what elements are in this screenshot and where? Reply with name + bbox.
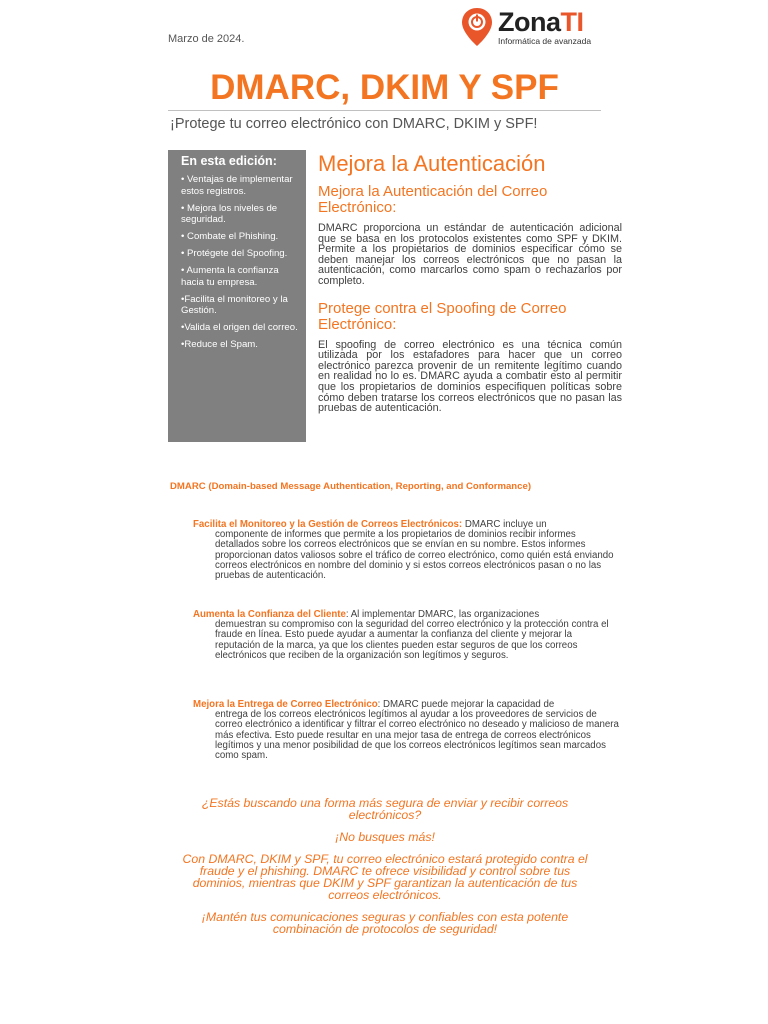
closing-pitch: Con DMARC, DKIM y SPF, tu correo electrónico estará protegido contra el fraude y el phishing. DMARC te ofrece visibilidad y control sobre tus dominios, mientras que DKIM y SPF garantizan la autenticación de tus correos electrónicos. (182, 852, 588, 902)
benefit-first-line: : Al implementar DMARC, las organizaciones (345, 609, 540, 620)
sidebar-heading: En esta edición: (181, 154, 277, 168)
edition-item: • Aumenta la confianza hacia tu empresa. (181, 265, 279, 288)
edition-item: •Reduce el Spam. (181, 339, 258, 350)
benefit-lead: Aumenta la Confianza del Cliente (193, 609, 346, 620)
section-title-spoofing: Protege contra el Spoofing de Correo Electrónico: (318, 299, 567, 333)
benefit-lead: Mejora la Entrega de Correo Electrónico (193, 699, 378, 710)
edition-item: •Valida el origen del correo. (181, 322, 298, 333)
benefit-body: demuestran su compromiso con la seguridad del correo electrónico y la protección contra el fraude en línea. Esto puede ayudar a aumentar la confianza del cliente y mejorar la reputación de la marca, ya que los clientes pueden estar seguros de que los correos electrónicos que reciben de la organización son legítimos y seguros. (215, 619, 609, 661)
edition-item: • Combate el Phishing. (181, 231, 279, 242)
edition-item: • Ventajas de implementar estos registros. (181, 174, 293, 197)
logo-tagline: Informática de avanzada (498, 36, 592, 46)
benefit-item (193, 700, 619, 761)
dmarc-heading: DMARC (Domain-based Message Authentication, Reporting, and Conformance) (170, 481, 532, 492)
benefit-item (193, 520, 619, 581)
edition-item: •Facilita el monitoreo y la Gestión. (181, 293, 288, 316)
benefit-body: entrega de los correos electrónicos legítimos al ayudar a los proveedores de servicios de correo electrónico a identificar y filtrar el correo electrónico no deseado y malicioso de manera más efectiva. Esto puede resultar en una mejor tasa de entrega de correos electrónicos legítimos y una menor posibilidad de que los correos electrónicos legítimos sean marcados como spam. (215, 709, 619, 762)
closing-message (172, 797, 598, 945)
closing-cta: ¡Mantén tus comunicaciones seguras y confiables con esta potente combinación de protocolos de seguridad! (201, 910, 569, 936)
logo-wordmark: ZonaTI (498, 7, 584, 37)
zonati-logo (460, 6, 610, 48)
benefit-first-line: DMARC incluye un (462, 519, 547, 530)
article-column (318, 150, 622, 414)
benefit-first-line: : DMARC puede mejorar la capacidad de (377, 699, 555, 710)
section-title-authentication: Mejora la Autenticación del Correo Electrónico: (318, 183, 548, 216)
edition-item: • Mejora los niveles de seguridad. (181, 202, 278, 225)
newsletter-title: DMARC, DKIM Y SPF (210, 68, 559, 107)
section-body-authentication: DMARC proporciona un estándar de autenticación adicional que se basa en los protocolos existentes como SPF y DKIM. Permite a los propietarios de dominios especificar cómo se deben manejar los correos electrónicos que no pasan la autenticación, como marcarlos como spam o rechazarlos por completo. (318, 222, 622, 287)
closing-answer: ¡No busques más! (335, 830, 435, 844)
newsletter-subtitle: ¡Protege tu correo electrónico con DMARC, DKIM y SPF! (170, 116, 538, 132)
benefit-body: componente de informes que permite a los propietarios de dominios recibir informes detallados sobre los correos electrónicos que se envían en su nombre. Estos informes proporcionan datos valiosos sobre el tráfico de correo electrónico, como quién está enviando correos electrónicos en nombre del dominio y si estos correos electrónicos pasan o no las pruebas de autenticación. (215, 529, 614, 582)
edition-item: • Protégete del Spoofing. (181, 248, 288, 259)
section-body-spoofing: El spoofing de correo electrónico es una técnica común utilizada por los estafadores para hacer que un correo electrónico parezca provenir de un remitente legítimo cuando en realidad no lo es. DMARC ayuda a combatir esto al permitir que los propietarios de dominios especifiquen políticas sobre cómo deben tratarse los correos electrónicos que no pasan las pruebas de autenticación. (318, 338, 622, 415)
title-divider (168, 110, 601, 111)
closing-question: ¿Estás buscando una forma más segura de enviar y recibir correos electrónicos? (201, 796, 569, 822)
issue-date: Marzo de 2024. (168, 33, 245, 45)
article-heading: Mejora la Autenticación (318, 151, 546, 176)
edition-list (181, 174, 298, 351)
edition-sidebar (168, 150, 306, 442)
location-pin-icon (460, 6, 494, 48)
benefit-item (193, 610, 619, 661)
benefit-lead: Facilita el Monitoreo y la Gestión de Correos Electrónicos: (193, 519, 463, 530)
